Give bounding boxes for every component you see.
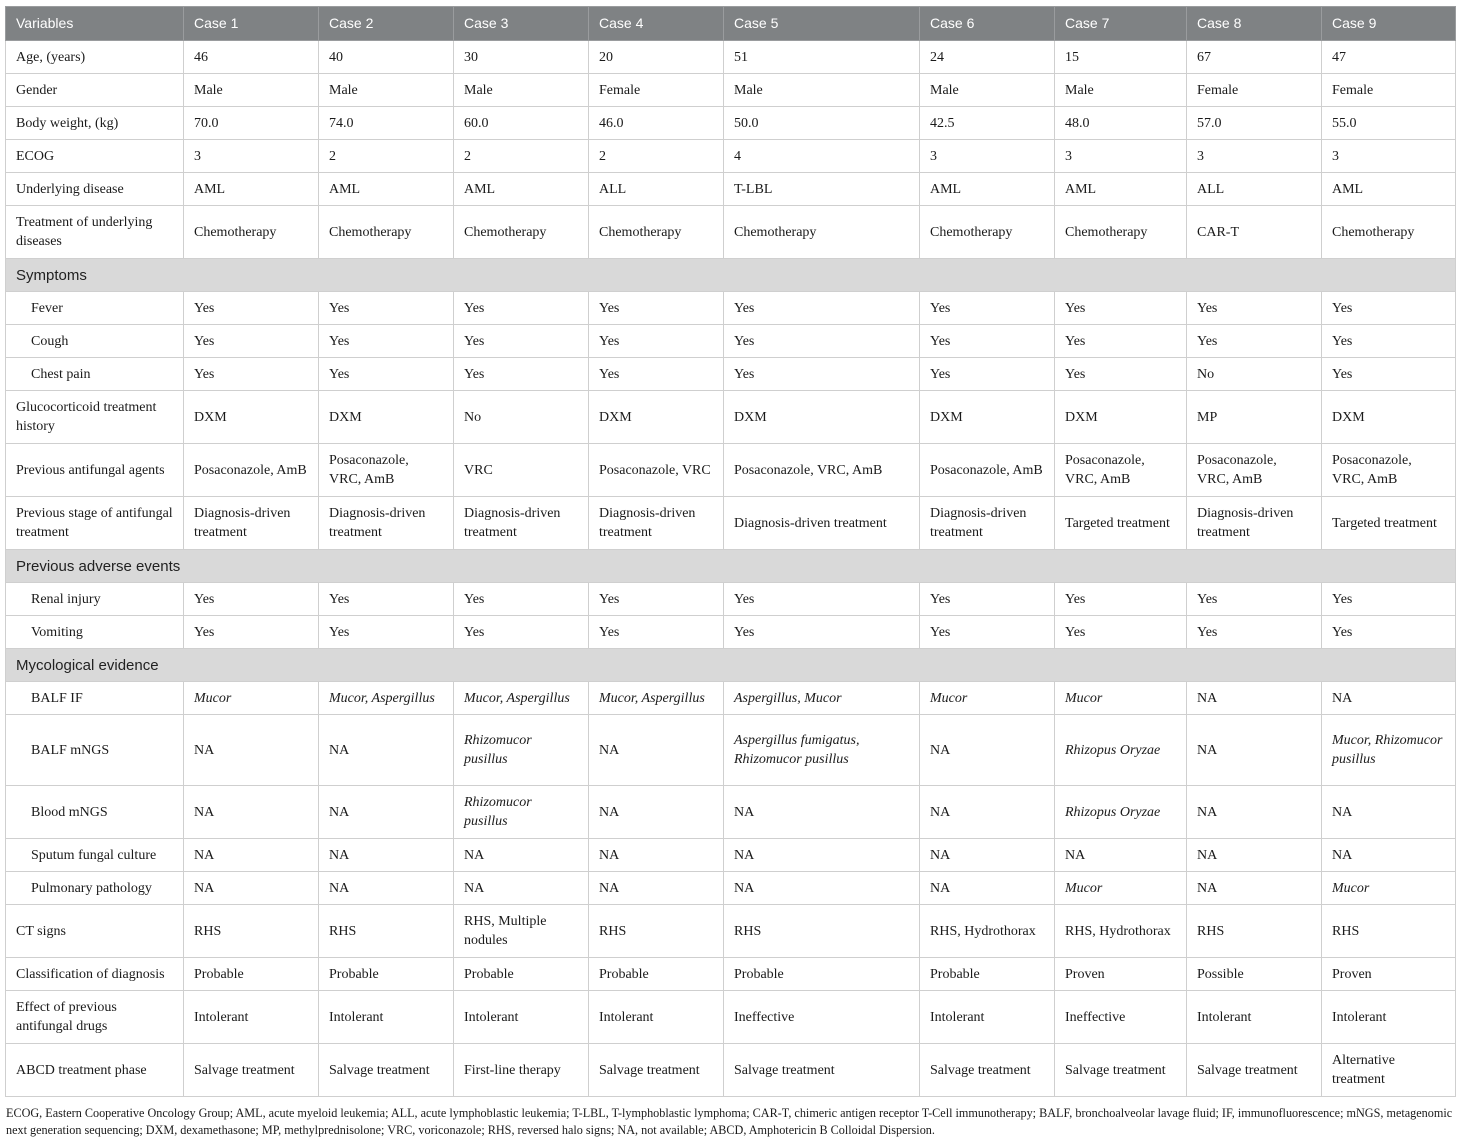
table-cell: Targeted treatment (1055, 497, 1187, 550)
row-label: Blood mNGS (6, 786, 184, 839)
table-cell: RHS, Hydrothorax (920, 905, 1055, 958)
table-cell: Yes (920, 616, 1055, 649)
table-cell: Proven (1322, 958, 1456, 991)
table-cell: Yes (1187, 583, 1322, 616)
table-cell: No (1187, 358, 1322, 391)
table-cell: 67 (1187, 41, 1322, 74)
table-row (6, 74, 1456, 107)
table-cell: Yes (184, 358, 319, 391)
table-cell: NA (319, 872, 454, 905)
clinical-characteristics-table (5, 6, 1456, 1097)
table-cell: Posaconazole, VRC, AmB (1055, 444, 1187, 497)
row-label: BALF IF (6, 682, 184, 715)
table-cell: Yes (454, 358, 589, 391)
table-cell: AML (319, 173, 454, 206)
header-cell: Case 7 (1055, 7, 1187, 41)
table-cell: NA (724, 786, 920, 839)
table-cell: Yes (920, 358, 1055, 391)
row-label: CT signs (6, 905, 184, 958)
table-cell: Aspergillus fumigatus, Rhizomucor pusillus (724, 715, 920, 786)
table-row (6, 206, 1456, 259)
table-cell: Yes (920, 325, 1055, 358)
table-cell: Diagnosis-driven treatment (319, 497, 454, 550)
table-cell: Salvage treatment (1187, 1044, 1322, 1097)
table-cell: 3 (1322, 140, 1456, 173)
row-label: Renal injury (6, 583, 184, 616)
table-row (6, 358, 1456, 391)
section-title: Mycological evidence (6, 649, 1456, 682)
table-footnote: ECOG, Eastern Cooperative Oncology Group; AML, acute myeloid leukemia; ALL, acute lymphoblastic leukemia; T-LBL, T-lymphoblastic lymphoma; CAR-T, chimeric antigen receptor T-Cell immunotherapy; BALF, bronchoalveolar lavage fluid; IF, immunofluorescence; mNGS, metagenomic next generation sequencing; DXM, dexamethasone; MP, methylprednisolone; VRC, voriconazole; RHS, reversed halo signs; NA, not available; ABCD, Amphotericin B Colloidal Dispersion. (6, 1106, 1453, 1137)
table-cell: Yes (724, 292, 920, 325)
table-cell: Yes (454, 325, 589, 358)
table-cell: DXM (589, 391, 724, 444)
table-cell: NA (1055, 839, 1187, 872)
table-cell: NA (454, 839, 589, 872)
header-cell: Case 8 (1187, 7, 1322, 41)
table-cell: Probable (454, 958, 589, 991)
table-cell: 48.0 (1055, 107, 1187, 140)
table-cell: RHS (184, 905, 319, 958)
table-cell: Chemotherapy (920, 206, 1055, 259)
table-cell: Yes (454, 292, 589, 325)
table-cell: Rhizopus Oryzae (1055, 786, 1187, 839)
table-cell: Intolerant (920, 991, 1055, 1044)
table-cell: Ineffective (1055, 991, 1187, 1044)
table-cell: NA (1187, 786, 1322, 839)
table-cell: Yes (724, 616, 920, 649)
row-label: Previous antifungal agents (6, 444, 184, 497)
table-cell: Yes (454, 583, 589, 616)
table-cell: Diagnosis-driven treatment (1187, 497, 1322, 550)
table-cell: 2 (319, 140, 454, 173)
table-row (6, 325, 1456, 358)
table-cell: NA (589, 786, 724, 839)
table-cell: Rhizomucor pusillus (454, 786, 589, 839)
table-cell: Yes (184, 583, 319, 616)
row-label: Gender (6, 74, 184, 107)
table-cell: NA (319, 839, 454, 872)
table-cell: Male (184, 74, 319, 107)
table-cell: NA (1322, 786, 1456, 839)
table-cell: AML (454, 173, 589, 206)
table-cell: 46 (184, 41, 319, 74)
table-cell: Diagnosis-driven treatment (920, 497, 1055, 550)
table-cell: Possible (1187, 958, 1322, 991)
table-row (6, 583, 1456, 616)
row-label: Sputum fungal culture (6, 839, 184, 872)
table-cell: Mucor (184, 682, 319, 715)
table-cell: Intolerant (589, 991, 724, 1044)
table-cell: Intolerant (1322, 991, 1456, 1044)
table-cell: AML (1322, 173, 1456, 206)
table-cell: MP (1187, 391, 1322, 444)
table-cell: Probable (184, 958, 319, 991)
table-cell: NA (920, 872, 1055, 905)
table-cell: NA (319, 715, 454, 786)
table-cell: NA (589, 839, 724, 872)
table-cell: Diagnosis-driven treatment (724, 497, 920, 550)
header-cell: Case 6 (920, 7, 1055, 41)
table-cell: AML (1055, 173, 1187, 206)
row-label: Body weight, (kg) (6, 107, 184, 140)
table-cell: Yes (1187, 325, 1322, 358)
table-cell: Yes (319, 616, 454, 649)
table-row (6, 173, 1456, 206)
table-cell: NA (589, 872, 724, 905)
row-label: Age, (years) (6, 41, 184, 74)
table-cell: Yes (1055, 325, 1187, 358)
table-cell: Yes (1055, 358, 1187, 391)
table-cell: Intolerant (1187, 991, 1322, 1044)
table-cell: NA (1322, 839, 1456, 872)
table-cell: Probable (589, 958, 724, 991)
table-cell: Mucor, Aspergillus (319, 682, 454, 715)
table-cell: VRC (454, 444, 589, 497)
table-cell: Yes (589, 616, 724, 649)
table-cell: DXM (1322, 391, 1456, 444)
table-cell: Male (724, 74, 920, 107)
table-cell: 70.0 (184, 107, 319, 140)
table-cell: RHS (724, 905, 920, 958)
table-cell: NA (724, 872, 920, 905)
table-cell: Posaconazole, VRC, AmB (1187, 444, 1322, 497)
row-label: ECOG (6, 140, 184, 173)
header-row (6, 7, 1456, 41)
table-cell: Male (454, 74, 589, 107)
table-cell: Mucor (920, 682, 1055, 715)
table-cell: Chemotherapy (724, 206, 920, 259)
table-cell: Diagnosis-driven treatment (184, 497, 319, 550)
row-label: Effect of previous antifungal drugs (6, 991, 184, 1044)
row-label: Cough (6, 325, 184, 358)
table-cell: Chemotherapy (589, 206, 724, 259)
table-row (6, 616, 1456, 649)
table-row (6, 41, 1456, 74)
table-cell: Chemotherapy (184, 206, 319, 259)
row-label: Glucocorticoid treatment history (6, 391, 184, 444)
table-cell: NA (1187, 872, 1322, 905)
table-cell: DXM (920, 391, 1055, 444)
section-title: Symptoms (6, 259, 1456, 292)
table-cell: DXM (1055, 391, 1187, 444)
table-cell: 47 (1322, 41, 1456, 74)
table-row (6, 1044, 1456, 1097)
table-cell: Yes (920, 292, 1055, 325)
table-cell: Aspergillus, Mucor (724, 682, 920, 715)
table-row (6, 958, 1456, 991)
table-cell: RHS (1187, 905, 1322, 958)
table-cell: RHS (319, 905, 454, 958)
section-row (6, 649, 1456, 682)
table-cell: Yes (184, 292, 319, 325)
table-cell: 50.0 (724, 107, 920, 140)
table-cell: Targeted treatment (1322, 497, 1456, 550)
table-cell: Salvage treatment (184, 1044, 319, 1097)
table-cell: Female (1187, 74, 1322, 107)
table-cell: Mucor, Aspergillus (589, 682, 724, 715)
table-cell: DXM (184, 391, 319, 444)
table-cell: NA (184, 872, 319, 905)
table-cell: Yes (724, 583, 920, 616)
table-cell: Probable (319, 958, 454, 991)
table-cell: Yes (319, 583, 454, 616)
table-cell: 60.0 (454, 107, 589, 140)
table-cell: NA (724, 839, 920, 872)
table-cell: 3 (1187, 140, 1322, 173)
table-row (6, 872, 1456, 905)
table-cell: Yes (589, 583, 724, 616)
table-row (6, 905, 1456, 958)
table-cell: 57.0 (1187, 107, 1322, 140)
table-cell: Female (589, 74, 724, 107)
table-cell: Yes (1055, 292, 1187, 325)
table-row (6, 497, 1456, 550)
table-cell: Mucor, Rhizomucor pusillus (1322, 715, 1456, 786)
table-cell: 15 (1055, 41, 1187, 74)
table-cell: 3 (1055, 140, 1187, 173)
table-cell: Posaconazole, AmB (920, 444, 1055, 497)
section-row (6, 259, 1456, 292)
table-body (6, 41, 1456, 1097)
table-row (6, 391, 1456, 444)
table-cell: 24 (920, 41, 1055, 74)
section-row (6, 550, 1456, 583)
table-row (6, 140, 1456, 173)
table-cell: Probable (724, 958, 920, 991)
table-cell: Salvage treatment (589, 1044, 724, 1097)
table-cell: Mucor (1055, 872, 1187, 905)
table-row (6, 682, 1456, 715)
row-label: Pulmonary pathology (6, 872, 184, 905)
table-cell: Yes (1187, 292, 1322, 325)
table-cell: NA (589, 715, 724, 786)
table-cell: Yes (319, 325, 454, 358)
table-cell: Yes (1055, 616, 1187, 649)
table-cell: NA (920, 839, 1055, 872)
table-cell: Yes (184, 325, 319, 358)
table-cell: DXM (724, 391, 920, 444)
row-label: Treatment of underlying diseases (6, 206, 184, 259)
table-cell: Yes (319, 358, 454, 391)
header-cell: Case 1 (184, 7, 319, 41)
table-row (6, 839, 1456, 872)
table-cell: NA (184, 839, 319, 872)
table-cell: 30 (454, 41, 589, 74)
table-cell: NA (1187, 715, 1322, 786)
table-cell: Yes (184, 616, 319, 649)
row-label: Underlying disease (6, 173, 184, 206)
table-cell: Chemotherapy (454, 206, 589, 259)
table-cell: DXM (319, 391, 454, 444)
table-cell: Yes (1322, 292, 1456, 325)
table-cell: No (454, 391, 589, 444)
row-label: Chest pain (6, 358, 184, 391)
table-cell: 2 (454, 140, 589, 173)
table-cell: 46.0 (589, 107, 724, 140)
table-cell: Diagnosis-driven treatment (454, 497, 589, 550)
table-cell: 55.0 (1322, 107, 1456, 140)
table-cell: Posaconazole, VRC (589, 444, 724, 497)
header-cell: Case 9 (1322, 7, 1456, 41)
table-cell: ALL (589, 173, 724, 206)
table-cell: Posaconazole, VRC, AmB (1322, 444, 1456, 497)
table-cell: NA (184, 786, 319, 839)
table-cell: RHS (1322, 905, 1456, 958)
table-cell: Mucor (1055, 682, 1187, 715)
table-cell: 4 (724, 140, 920, 173)
table-cell: Alternative treatment (1322, 1044, 1456, 1097)
table-row (6, 107, 1456, 140)
table-cell: 20 (589, 41, 724, 74)
table-cell: Salvage treatment (1055, 1044, 1187, 1097)
table-cell: NA (184, 715, 319, 786)
table-cell: T-LBL (724, 173, 920, 206)
table-cell: Yes (1322, 583, 1456, 616)
table-cell: Yes (319, 292, 454, 325)
table-cell: Intolerant (454, 991, 589, 1044)
table-cell: Posaconazole, VRC, AmB (724, 444, 920, 497)
table-cell: RHS, Multiple nodules (454, 905, 589, 958)
table-cell: Posaconazole, VRC, AmB (319, 444, 454, 497)
table-cell: Yes (1322, 325, 1456, 358)
table-cell: Male (319, 74, 454, 107)
table-cell: Proven (1055, 958, 1187, 991)
table-cell: Yes (1187, 616, 1322, 649)
table-row (6, 292, 1456, 325)
table-cell: NA (920, 715, 1055, 786)
row-label: Vomiting (6, 616, 184, 649)
table-cell: Salvage treatment (920, 1044, 1055, 1097)
table-cell: Yes (724, 358, 920, 391)
table-cell: Salvage treatment (724, 1044, 920, 1097)
table-row (6, 715, 1456, 786)
table-cell: CAR-T (1187, 206, 1322, 259)
row-label: ABCD treatment phase (6, 1044, 184, 1097)
table-cell: 2 (589, 140, 724, 173)
table-cell: NA (1187, 682, 1322, 715)
table-cell: Mucor (1322, 872, 1456, 905)
table-cell: Yes (589, 325, 724, 358)
table-cell: NA (1187, 839, 1322, 872)
table-cell: Ineffective (724, 991, 920, 1044)
table-cell: Yes (454, 616, 589, 649)
header-cell: Case 2 (319, 7, 454, 41)
table-cell: NA (454, 872, 589, 905)
row-label: BALF mNGS (6, 715, 184, 786)
table-cell: Rhizopus Oryzae (1055, 715, 1187, 786)
table-cell: 42.5 (920, 107, 1055, 140)
table-cell: Yes (920, 583, 1055, 616)
table-cell: Chemotherapy (319, 206, 454, 259)
table-cell: 74.0 (319, 107, 454, 140)
table-cell: Diagnosis-driven treatment (589, 497, 724, 550)
table-cell: AML (184, 173, 319, 206)
table-cell: Yes (1322, 616, 1456, 649)
table-cell: Yes (589, 358, 724, 391)
table-cell: RHS (589, 905, 724, 958)
table-cell: RHS, Hydrothorax (1055, 905, 1187, 958)
table-cell: 3 (184, 140, 319, 173)
table-cell: Yes (589, 292, 724, 325)
table-cell: Posaconazole, AmB (184, 444, 319, 497)
row-label: Previous stage of antifungal treatment (6, 497, 184, 550)
table-cell: Yes (1055, 583, 1187, 616)
header-cell: Case 4 (589, 7, 724, 41)
table-row (6, 444, 1456, 497)
header-cell: Case 5 (724, 7, 920, 41)
table-cell: Rhizomucor pusillus (454, 715, 589, 786)
row-label: Classification of diagnosis (6, 958, 184, 991)
table-cell: NA (920, 786, 1055, 839)
table-row (6, 786, 1456, 839)
table-cell: 3 (920, 140, 1055, 173)
table-cell: Intolerant (184, 991, 319, 1044)
table-cell: AML (920, 173, 1055, 206)
table-cell: NA (319, 786, 454, 839)
table-cell: Yes (724, 325, 920, 358)
table-cell: Intolerant (319, 991, 454, 1044)
table-cell: NA (1322, 682, 1456, 715)
table-cell: Male (920, 74, 1055, 107)
clinical-table-container (5, 6, 1455, 1097)
table-cell: 51 (724, 41, 920, 74)
table-cell: Salvage treatment (319, 1044, 454, 1097)
row-label: Fever (6, 292, 184, 325)
table-cell: Female (1322, 74, 1456, 107)
header-cell: Variables (6, 7, 184, 41)
section-title: Previous adverse events (6, 550, 1456, 583)
table-cell: Probable (920, 958, 1055, 991)
table-cell: First-line therapy (454, 1044, 589, 1097)
table-cell: Male (1055, 74, 1187, 107)
table-cell: Mucor, Aspergillus (454, 682, 589, 715)
table-cell: ALL (1187, 173, 1322, 206)
table-cell: 40 (319, 41, 454, 74)
header-cell: Case 3 (454, 7, 589, 41)
table-cell: Chemotherapy (1322, 206, 1456, 259)
table-cell: Yes (1322, 358, 1456, 391)
table-row (6, 991, 1456, 1044)
table-cell: Chemotherapy (1055, 206, 1187, 259)
